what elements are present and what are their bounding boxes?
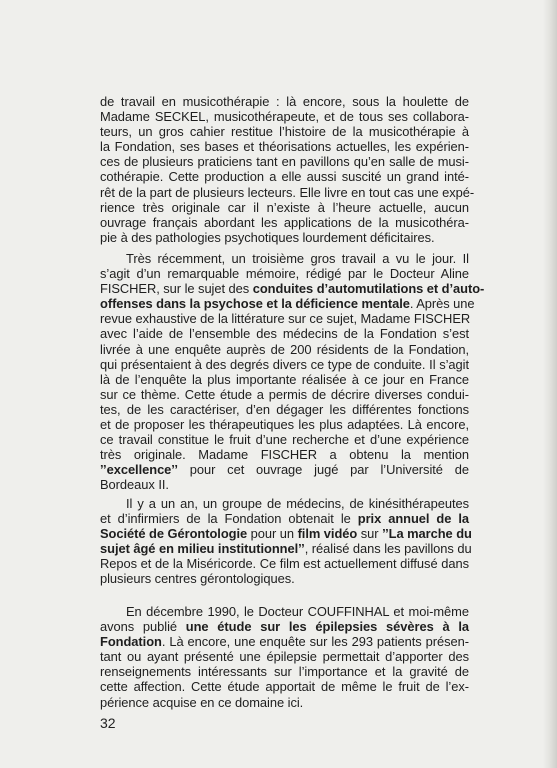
text-segment: Très récemment, un troisième gros travail a vu le jour. Il	[126, 251, 469, 266]
text-line	[100, 634, 469, 649]
text-segment: Repos et de la Miséricorde. Ce film est actuellement diffusé dans	[100, 556, 469, 572]
text-line	[100, 649, 469, 664]
text-line	[100, 326, 469, 341]
text-segment: sur ce thème. Cette étude a permis de décrire diverses condui-	[100, 386, 469, 402]
page-edge-shadow	[543, 0, 557, 768]
text-segment: cothérapie. Cette production a elle aussi suscité un grand inté-	[100, 169, 469, 185]
bold-text-segment: une étude sur les épilepsies sévères à la	[185, 619, 469, 635]
text-segment: avec l’aide de l’ensemble des médecins de la Fondation s’est	[100, 326, 469, 342]
paragraph-musicotherapie	[100, 94, 475, 245]
text-segment: qui présentaient à des degrés divers ce type de conduite. Il s’agit	[100, 356, 469, 372]
text-line	[100, 679, 469, 694]
text-segment: pie à des pathologies psychotiques lourdement déficitaires.	[100, 229, 435, 245]
text-line	[100, 402, 469, 417]
text-line	[100, 154, 469, 169]
text-segment: tes, de les caractériser, d’en dégager les différentes fonctions	[100, 401, 469, 417]
text-line	[100, 169, 469, 184]
text-segment: . Là encore, une enquête sur les 293 patients présen-	[161, 634, 469, 650]
page-number: 32	[100, 715, 116, 731]
text-line	[100, 432, 469, 447]
text-line	[100, 417, 469, 432]
text-line	[100, 372, 469, 387]
text-segment: , réalisé dans les pavillons du	[304, 541, 472, 557]
text-line	[100, 266, 469, 281]
text-segment: cette affection. Cette étude apportait de même le fruit de l’ex-	[100, 679, 469, 695]
text-segment: tant ou ayant présenté une épilepsie permettait d’apporter des	[100, 649, 469, 665]
bold-text-segment: film vidéo	[297, 526, 358, 542]
text-line	[100, 556, 469, 571]
paragraph-film-video-gerontologie	[100, 496, 472, 587]
text-segment: rêt de la part de plusieurs lecteurs. Elle livre en tout cas une expé-	[100, 184, 475, 200]
text-line	[100, 296, 475, 312]
text-segment: Bordeaux II.	[100, 477, 169, 493]
bold-text-segment: ’’excellence’’	[100, 462, 178, 478]
text-line	[100, 604, 469, 619]
text-segment: renseignements intéressants sur l’importance et la gravité de	[100, 664, 469, 680]
text-line	[100, 200, 469, 215]
text-segment: pour un	[247, 526, 298, 542]
text-segment: ce travail constitue le fruit d’une recherche et d’une expérience	[100, 432, 469, 448]
paragraph-etude-epilepsies	[100, 604, 469, 710]
text-segment: sur	[357, 526, 383, 542]
text-segment: ouvrage français abordant les applications de la musicothéra-	[100, 214, 469, 230]
text-line	[100, 139, 469, 154]
text-line	[100, 251, 469, 266]
text-segment: rience très originale car il n’existe à l’heure actuelle, aucun	[100, 199, 469, 215]
text-segment: là de l’enquête la plus importante réalisée à ce jour en France	[100, 371, 469, 387]
text-segment: et d’infirmiers de la Fondation obtenait le	[100, 511, 358, 527]
bold-text-segment: Société de Gérontologie	[100, 526, 248, 542]
bold-text-segment: offenses dans la psychose et la déficience mentale	[100, 296, 410, 312]
text-line	[100, 447, 469, 462]
text-segment: FISCHER, sur le sujet des	[100, 281, 253, 297]
text-segment: . Après une	[409, 296, 475, 312]
text-segment: revue exhaustive de la littérature sur ce sujet, Madame FISCHER	[100, 311, 471, 327]
text-line	[100, 230, 469, 245]
text-segment: pour cet ouvrage jugé par l’Université de	[177, 462, 469, 478]
text-line	[100, 511, 469, 526]
text-line	[100, 94, 469, 109]
bold-text-segment: conduites d’automutilations et d’auto-	[252, 281, 485, 297]
text-segment: ces de plusieurs praticiens tant en pavillons qu’en salle de musi-	[100, 154, 469, 170]
text-segment: avons publié	[100, 619, 186, 635]
text-segment: livrée à une enquête auprès de 200 résidents de la Fondation,	[100, 341, 469, 357]
text-segment: teurs, un gros cahier restitue l’histoire de la musicothérapie à	[100, 124, 469, 140]
paragraph-automutilations-memoire	[100, 251, 485, 493]
text-line	[100, 124, 469, 139]
text-segment: Il y a un an, un groupe de médecins, de kinésithérapeutes	[126, 496, 469, 511]
text-segment: la Fondation, ses bases et théorisations actuelles, les expérien-	[100, 139, 469, 155]
text-line	[100, 215, 469, 230]
bold-text-segment: ’’La marche du	[382, 526, 472, 542]
bold-text-segment: sujet âgé en milieu institutionnel’’	[100, 541, 305, 557]
text-segment: En décembre 1990, le Docteur COUFFINHAL et moi-même	[126, 604, 469, 619]
text-line	[100, 664, 469, 679]
text-line	[100, 571, 469, 586]
text-line	[100, 695, 469, 710]
text-line	[100, 496, 469, 511]
text-segment: Madame SECKEL, musicothérapeute, et de tous ses collabora-	[100, 109, 469, 125]
text-segment: s’agit d’un remarquable mémoire, rédigé par le Docteur Aline	[100, 266, 469, 282]
text-segment: de travail en musicothérapie : là encore, sous la houlette de	[100, 94, 469, 109]
text-line	[100, 109, 469, 124]
bold-text-segment: prix annuel de la	[357, 511, 470, 527]
text-line	[100, 387, 469, 402]
text-line	[100, 462, 469, 477]
text-line	[100, 541, 472, 557]
text-line	[100, 342, 469, 357]
text-line	[100, 281, 485, 297]
text-line	[100, 184, 475, 200]
text-segment: périence acquise en ce domaine ici.	[100, 694, 304, 710]
text-segment: plusieurs centres gérontologiques.	[100, 571, 295, 587]
text-line	[100, 311, 469, 326]
text-line	[100, 526, 472, 542]
text-segment: très originale. Madame FISCHER a obtenu la mention	[100, 447, 469, 463]
text-line	[100, 357, 469, 372]
text-line	[100, 477, 469, 492]
text-segment: et de proposer les thérapeutiques les plus adaptées. Là encore,	[100, 417, 469, 433]
text-line	[100, 619, 469, 634]
bold-text-segment: Fondation	[100, 634, 162, 650]
